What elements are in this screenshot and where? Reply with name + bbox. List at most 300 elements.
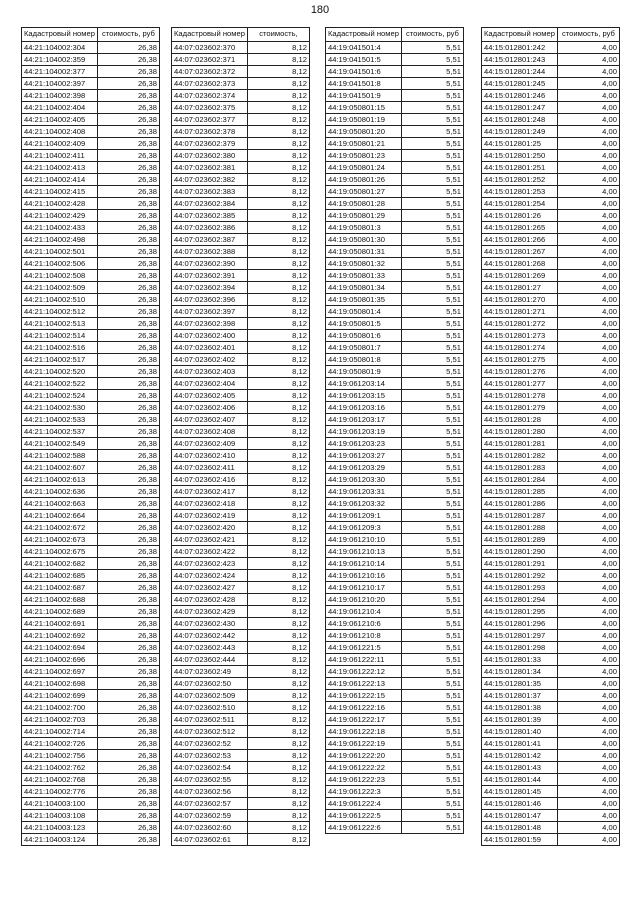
cost-cell: 5,51	[401, 390, 463, 402]
cost-cell: 5,51	[401, 42, 463, 54]
cadastral-number-cell: 44:15:012801:247	[482, 102, 558, 114]
cadastral-number-cell: 44:21:104002:762	[22, 762, 98, 774]
table-row	[172, 618, 310, 630]
cadastral-number-cell: 44:19:050801:21	[326, 138, 402, 150]
cadastral-number-cell: 44:21:104002:537	[22, 426, 98, 438]
cadastral-number-cell: 44:21:104002:508	[22, 270, 98, 282]
table-row	[172, 42, 310, 54]
cadastral-number-cell: 44:07:023602:54	[172, 762, 248, 774]
cadastral-number-cell: 44:21:104002:663	[22, 498, 98, 510]
table-row	[482, 702, 620, 714]
cadastral-number-cell: 44:19:041501:5	[326, 54, 402, 66]
table-row	[172, 294, 310, 306]
table-row	[326, 690, 464, 702]
cadastral-number-cell: 44:19:061203:14	[326, 378, 402, 390]
table-row	[172, 378, 310, 390]
cost-cell: 4,00	[557, 570, 619, 582]
table-row	[22, 786, 160, 798]
cadastral-number-cell: 44:07:023602:53	[172, 750, 248, 762]
table-row	[22, 654, 160, 666]
cadastral-number-cell: 44:21:104002:415	[22, 186, 98, 198]
cost-cell: 26,38	[97, 594, 159, 606]
header-cadastral-number: Кадастровый номер	[172, 28, 248, 42]
table-row	[22, 66, 160, 78]
cost-cell: 5,51	[401, 438, 463, 450]
table-row	[22, 486, 160, 498]
table-row	[22, 618, 160, 630]
table-row	[482, 642, 620, 654]
cost-cell: 5,51	[401, 186, 463, 198]
cadastral-number-cell: 44:07:023602:373	[172, 78, 248, 90]
cadastral-number-cell: 44:07:023602:379	[172, 138, 248, 150]
table-row	[326, 126, 464, 138]
cost-cell: 5,51	[401, 582, 463, 594]
cost-cell: 4,00	[557, 426, 619, 438]
table-row	[326, 822, 464, 834]
cost-cell: 5,51	[401, 462, 463, 474]
cost-cell: 8,12	[247, 126, 309, 138]
table-row	[22, 582, 160, 594]
cadastral-number-cell: 44:19:050801:34	[326, 282, 402, 294]
cost-cell: 4,00	[557, 654, 619, 666]
table-row	[172, 258, 310, 270]
cost-cell: 4,00	[557, 138, 619, 150]
cadastral-number-cell: 44:07:023602:420	[172, 522, 248, 534]
table-row	[172, 546, 310, 558]
table-row	[326, 402, 464, 414]
cost-cell: 26,38	[97, 738, 159, 750]
table-row	[482, 462, 620, 474]
table-row	[22, 90, 160, 102]
table-row	[22, 750, 160, 762]
cadastral-number-cell: 44:19:061222:20	[326, 750, 402, 762]
cost-cell: 8,12	[247, 210, 309, 222]
table-row	[172, 462, 310, 474]
table-row	[172, 234, 310, 246]
table-row	[22, 342, 160, 354]
table-row	[22, 402, 160, 414]
table-row	[482, 678, 620, 690]
cost-cell: 5,51	[401, 606, 463, 618]
cost-cell: 8,12	[247, 330, 309, 342]
cost-cell: 8,12	[247, 78, 309, 90]
cadastral-number-cell: 44:15:012801:34	[482, 666, 558, 678]
table-row	[22, 630, 160, 642]
table-row	[482, 354, 620, 366]
cost-cell: 5,51	[401, 198, 463, 210]
table-row	[482, 162, 620, 174]
cost-cell: 4,00	[557, 450, 619, 462]
cost-cell: 4,00	[557, 582, 619, 594]
table-row	[326, 726, 464, 738]
table-row	[22, 126, 160, 138]
cadastral-number-cell: 44:15:012801:242	[482, 42, 558, 54]
cost-cell: 8,12	[247, 750, 309, 762]
table-row	[482, 390, 620, 402]
table-row	[482, 762, 620, 774]
cadastral-number-cell: 44:19:041501:6	[326, 66, 402, 78]
table-row	[22, 474, 160, 486]
table-row	[482, 330, 620, 342]
cost-cell: 4,00	[557, 726, 619, 738]
cost-cell: 26,38	[97, 78, 159, 90]
cadastral-number-cell: 44:19:061210:10	[326, 534, 402, 546]
cadastral-number-cell: 44:21:104002:692	[22, 630, 98, 642]
table-row	[22, 738, 160, 750]
table-row	[326, 486, 464, 498]
cost-cell: 8,12	[247, 414, 309, 426]
cadastral-number-cell: 44:07:023602:402	[172, 354, 248, 366]
cost-cell: 26,38	[97, 618, 159, 630]
table-row	[326, 354, 464, 366]
table-row	[482, 798, 620, 810]
cost-cell: 26,38	[97, 102, 159, 114]
table-row	[326, 342, 464, 354]
cadastral-number-cell: 44:19:061222:5	[326, 810, 402, 822]
cadastral-number-cell: 44:15:012801:40	[482, 726, 558, 738]
table-row	[172, 102, 310, 114]
table-row	[22, 450, 160, 462]
cost-cell: 4,00	[557, 486, 619, 498]
table-header-row	[22, 28, 160, 42]
cadastral-number-cell: 44:19:061210:6	[326, 618, 402, 630]
cost-cell: 8,12	[247, 570, 309, 582]
cadastral-number-cell: 44:07:023602:388	[172, 246, 248, 258]
table-row	[22, 774, 160, 786]
cadastral-number-cell: 44:19:061203:23	[326, 438, 402, 450]
cadastral-number-cell: 44:19:050801:30	[326, 234, 402, 246]
cadastral-number-cell: 44:15:012801:41	[482, 738, 558, 750]
cadastral-number-cell: 44:21:104002:697	[22, 666, 98, 678]
table-row	[22, 138, 160, 150]
cost-cell: 26,38	[97, 402, 159, 414]
cadastral-number-cell: 44:19:050801:3	[326, 222, 402, 234]
cost-cell: 5,51	[401, 66, 463, 78]
cost-cell: 26,38	[97, 642, 159, 654]
cadastral-number-cell: 44:15:012801:267	[482, 246, 558, 258]
cost-cell: 5,51	[401, 726, 463, 738]
cadastral-number-cell: 44:21:104002:636	[22, 486, 98, 498]
cost-cell: 5,51	[401, 594, 463, 606]
table-row	[22, 570, 160, 582]
cadastral-number-cell: 44:07:023602:375	[172, 102, 248, 114]
cost-cell: 8,12	[247, 522, 309, 534]
cost-cell: 5,51	[401, 270, 463, 282]
cadastral-number-cell: 44:21:104002:776	[22, 786, 98, 798]
cost-cell: 5,51	[401, 138, 463, 150]
table-row	[172, 582, 310, 594]
cadastral-number-cell: 44:07:023602:418	[172, 498, 248, 510]
cadastral-number-cell: 44:07:023602:430	[172, 618, 248, 630]
table-row	[22, 378, 160, 390]
cost-cell: 8,12	[247, 594, 309, 606]
table-row	[482, 150, 620, 162]
cadastral-number-cell: 44:07:023602:511	[172, 714, 248, 726]
table-row	[22, 306, 160, 318]
cadastral-number-cell: 44:21:104002:522	[22, 378, 98, 390]
cost-cell: 5,51	[401, 150, 463, 162]
cost-cell: 8,12	[247, 702, 309, 714]
cadastral-number-cell: 44:21:104002:413	[22, 162, 98, 174]
table-row	[22, 174, 160, 186]
table-row	[172, 54, 310, 66]
table-row	[172, 138, 310, 150]
cost-cell: 26,38	[97, 90, 159, 102]
cadastral-number-cell: 44:21:104002:726	[22, 738, 98, 750]
cadastral-number-cell: 44:21:104002:514	[22, 330, 98, 342]
cost-cell: 4,00	[557, 90, 619, 102]
table-row	[326, 642, 464, 654]
table-row	[172, 198, 310, 210]
cadastral-number-cell: 44:19:061222:19	[326, 738, 402, 750]
cadastral-number-cell: 44:19:050801:23	[326, 150, 402, 162]
cost-cell: 5,51	[401, 738, 463, 750]
table-row	[326, 378, 464, 390]
table-row	[482, 270, 620, 282]
cost-cell: 26,38	[97, 834, 159, 846]
cadastral-number-cell: 44:21:104002:698	[22, 678, 98, 690]
cost-cell: 5,51	[401, 678, 463, 690]
cadastral-number-cell: 44:15:012801:293	[482, 582, 558, 594]
cadastral-number-cell: 44:19:050801:33	[326, 270, 402, 282]
table-row	[326, 654, 464, 666]
cadastral-number-cell: 44:07:023602:510	[172, 702, 248, 714]
cost-cell: 4,00	[557, 198, 619, 210]
cost-cell: 8,12	[247, 426, 309, 438]
cost-cell: 26,38	[97, 654, 159, 666]
table-row	[172, 834, 310, 846]
cadastral-number-cell: 44:07:023602:409	[172, 438, 248, 450]
cost-cell: 26,38	[97, 606, 159, 618]
table-row	[326, 102, 464, 114]
table-row	[482, 582, 620, 594]
table-row	[482, 42, 620, 54]
table-row	[326, 270, 464, 282]
cost-cell: 4,00	[557, 690, 619, 702]
table-row	[22, 594, 160, 606]
cadastral-number-cell: 44:15:012801:250	[482, 150, 558, 162]
cadastral-number-cell: 44:19:050801:28	[326, 198, 402, 210]
cost-cell: 5,51	[401, 474, 463, 486]
table-row	[482, 54, 620, 66]
cadastral-number-cell: 44:21:104002:588	[22, 450, 98, 462]
table-row	[326, 306, 464, 318]
table-row	[22, 414, 160, 426]
cadastral-number-cell: 44:07:023602:396	[172, 294, 248, 306]
table-row	[22, 294, 160, 306]
cadastral-number-cell: 44:19:061203:16	[326, 402, 402, 414]
table-row	[326, 198, 464, 210]
table-row	[326, 594, 464, 606]
cadastral-number-cell: 44:21:104002:756	[22, 750, 98, 762]
cadastral-number-cell: 44:07:023602:419	[172, 510, 248, 522]
table-row	[326, 66, 464, 78]
cadastral-number-cell: 44:07:023602:410	[172, 450, 248, 462]
table-row	[482, 282, 620, 294]
table-row	[22, 330, 160, 342]
table-row	[172, 354, 310, 366]
table-row	[482, 630, 620, 642]
table-row	[326, 174, 464, 186]
table-row	[326, 438, 464, 450]
cost-cell: 5,51	[401, 330, 463, 342]
cadastral-number-cell: 44:21:104002:433	[22, 222, 98, 234]
table-row	[172, 594, 310, 606]
cost-cell: 5,51	[401, 810, 463, 822]
cadastral-number-cell: 44:19:061210:16	[326, 570, 402, 582]
cost-cell: 26,38	[97, 354, 159, 366]
cost-cell: 4,00	[557, 42, 619, 54]
cost-cell: 4,00	[557, 162, 619, 174]
cadastral-number-cell: 44:19:061222:16	[326, 702, 402, 714]
cost-cell: 4,00	[557, 246, 619, 258]
cadastral-number-cell: 44:19:061222:23	[326, 774, 402, 786]
cost-cell: 26,38	[97, 198, 159, 210]
table-row	[482, 570, 620, 582]
cost-cell: 5,51	[401, 690, 463, 702]
cadastral-number-cell: 44:19:041501:8	[326, 78, 402, 90]
table-row	[172, 630, 310, 642]
table-row	[326, 282, 464, 294]
cadastral-number-cell: 44:19:061203:19	[326, 426, 402, 438]
cost-cell: 8,12	[247, 354, 309, 366]
table-row	[482, 726, 620, 738]
cadastral-number-cell: 44:19:061222:18	[326, 726, 402, 738]
cost-cell: 26,38	[97, 114, 159, 126]
cost-cell: 26,38	[97, 750, 159, 762]
cost-cell: 4,00	[557, 102, 619, 114]
cadastre-table-2	[171, 27, 310, 846]
table-row	[326, 738, 464, 750]
cadastral-number-cell: 44:21:104002:685	[22, 570, 98, 582]
table-row	[482, 822, 620, 834]
table-row	[22, 510, 160, 522]
cost-cell: 8,12	[247, 162, 309, 174]
table-row	[172, 318, 310, 330]
cadastral-number-cell: 44:07:023602:371	[172, 54, 248, 66]
table-row	[172, 438, 310, 450]
cadastral-number-cell: 44:15:012801:286	[482, 498, 558, 510]
cost-cell: 5,51	[401, 522, 463, 534]
cost-cell: 5,51	[401, 282, 463, 294]
cost-cell: 26,38	[97, 498, 159, 510]
cost-cell: 8,12	[247, 510, 309, 522]
cost-cell: 8,12	[247, 54, 309, 66]
cadastral-number-cell: 44:21:104002:700	[22, 702, 98, 714]
cadastral-number-cell: 44:19:061222:13	[326, 678, 402, 690]
header-cost: стоимость, руб	[97, 28, 159, 42]
cost-cell: 8,12	[247, 462, 309, 474]
table-row	[172, 822, 310, 834]
cost-cell: 5,51	[401, 306, 463, 318]
table-row	[326, 114, 464, 126]
cost-cell: 8,12	[247, 714, 309, 726]
table-row	[326, 426, 464, 438]
table-row	[172, 558, 310, 570]
cost-cell: 5,51	[401, 450, 463, 462]
cadastral-number-cell: 44:15:012801:254	[482, 198, 558, 210]
cadastral-number-cell: 44:21:104002:501	[22, 246, 98, 258]
table-row	[22, 114, 160, 126]
cost-cell: 4,00	[557, 282, 619, 294]
cadastral-number-cell: 44:07:023602:378	[172, 126, 248, 138]
cadastral-number-cell: 44:19:061203:29	[326, 462, 402, 474]
cost-cell: 8,12	[247, 558, 309, 570]
table-header-row	[326, 28, 464, 42]
table-row	[326, 774, 464, 786]
table-row	[22, 390, 160, 402]
cost-cell: 4,00	[557, 378, 619, 390]
cost-cell: 4,00	[557, 522, 619, 534]
table-row	[326, 474, 464, 486]
cost-cell: 8,12	[247, 474, 309, 486]
cadastral-number-cell: 44:21:104002:405	[22, 114, 98, 126]
cost-cell: 5,51	[401, 354, 463, 366]
cost-cell: 5,51	[401, 174, 463, 186]
cadastral-number-cell: 44:21:104002:672	[22, 522, 98, 534]
table-row	[172, 738, 310, 750]
table-row	[482, 138, 620, 150]
cost-cell: 4,00	[557, 666, 619, 678]
table-row	[326, 462, 464, 474]
table-row	[482, 618, 620, 630]
cadastral-number-cell: 44:19:061210:14	[326, 558, 402, 570]
cadastral-number-cell: 44:21:104002:411	[22, 150, 98, 162]
table-row	[326, 546, 464, 558]
cost-cell: 4,00	[557, 630, 619, 642]
table-row	[482, 174, 620, 186]
table-row	[326, 90, 464, 102]
cadastral-number-cell: 44:21:104002:398	[22, 90, 98, 102]
table-row	[326, 234, 464, 246]
cadastral-number-cell: 44:21:104002:699	[22, 690, 98, 702]
table-row	[172, 750, 310, 762]
cost-cell: 8,12	[247, 102, 309, 114]
cadastral-number-cell: 44:19:041501:9	[326, 90, 402, 102]
cost-cell: 5,51	[401, 618, 463, 630]
cadastral-number-cell: 44:15:012801:268	[482, 258, 558, 270]
cadastral-number-cell: 44:15:012801:274	[482, 342, 558, 354]
cost-cell: 5,51	[401, 246, 463, 258]
table-row	[482, 222, 620, 234]
table-row	[482, 258, 620, 270]
table-row	[482, 810, 620, 822]
cadastral-number-cell: 44:07:023602:444	[172, 654, 248, 666]
table-row	[172, 150, 310, 162]
cadastral-number-cell: 44:07:023602:382	[172, 174, 248, 186]
cadastral-number-cell: 44:19:050801:26	[326, 174, 402, 186]
cost-cell: 8,12	[247, 114, 309, 126]
cost-cell: 26,38	[97, 534, 159, 546]
cost-cell: 26,38	[97, 810, 159, 822]
cadastral-number-cell: 44:15:012801:243	[482, 54, 558, 66]
table-row	[326, 222, 464, 234]
cost-cell: 5,51	[401, 654, 463, 666]
cadastral-number-cell: 44:21:104002:404	[22, 102, 98, 114]
cadastral-number-cell: 44:15:012801:249	[482, 126, 558, 138]
table-row	[326, 702, 464, 714]
cadastral-number-cell: 44:15:012801:279	[482, 402, 558, 414]
cadastral-number-cell: 44:21:104002:524	[22, 390, 98, 402]
cadastral-number-cell: 44:15:012801:43	[482, 762, 558, 774]
table-row	[22, 246, 160, 258]
table-row	[326, 786, 464, 798]
cadastral-number-cell: 44:07:023602:408	[172, 426, 248, 438]
table-row	[326, 570, 464, 582]
cadastral-number-cell: 44:15:012801:39	[482, 714, 558, 726]
cost-cell: 26,38	[97, 522, 159, 534]
table-row	[326, 186, 464, 198]
